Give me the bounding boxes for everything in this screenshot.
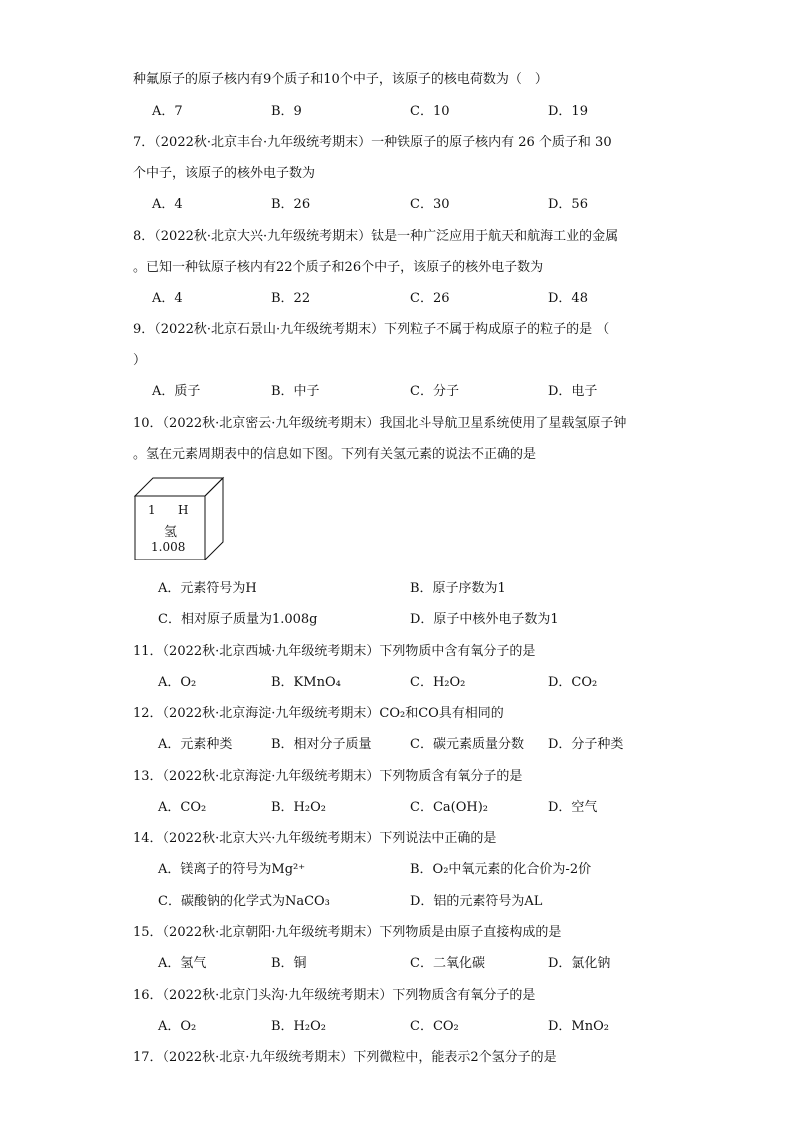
- element-symbol: H: [178, 503, 189, 517]
- q12-option-a: A．元素种类: [158, 737, 233, 752]
- q14-stem: 14．（2022秋·北京大兴·九年级统考期末）下列说法中正确的是: [133, 831, 497, 846]
- q9-option-d: D．电子: [548, 384, 598, 399]
- q11-option-d: D．CO₂: [548, 675, 598, 690]
- q14-option-b: B．O₂中氧元素的化合价为-2价: [410, 862, 592, 877]
- periodic-table-cell: [133, 476, 225, 560]
- q8-stem-line1: 8．（2022秋·北京大兴·九年级统考期末）钛是一种广泛应用于航天和航海工业的金属: [133, 229, 619, 244]
- q11-option-b: B．KMnO₄: [271, 675, 341, 690]
- q13-stem: 13．（2022秋·北京海淀·九年级统考期末）下列物质含有氧分子的是: [133, 769, 523, 784]
- q15-option-d: D．氯化钠: [548, 956, 611, 971]
- element-name: 氢: [164, 525, 178, 540]
- q11-stem: 11．（2022秋·北京西城·九年级统考期末）下列物质中含有氧分子的是: [133, 644, 536, 659]
- q14-option-c: C．碳酸钠的化学式为NaCO₃: [158, 894, 330, 909]
- q9-stem-line2: ）: [133, 353, 147, 368]
- q15-option-c: C．二氧化碳: [410, 956, 485, 971]
- q16-option-b: B．H₂O₂: [271, 1019, 326, 1034]
- q7-option-a: A．4: [152, 197, 183, 212]
- q15-stem: 15．（2022秋·北京朝阳·九年级统考期末）下列物质是由原子直接构成的是: [133, 925, 562, 940]
- q8-option-b: B．22: [271, 291, 311, 306]
- q14-option-a: A．镁离子的符号为Mg²⁺: [158, 862, 306, 877]
- atomic-number: 1: [148, 503, 156, 517]
- q11-option-c: C．H₂O₂: [410, 675, 466, 690]
- q15-option-a: A．氢气: [158, 956, 207, 971]
- q7-stem-line2: 个中子，该原子的核外电子数为: [133, 166, 316, 181]
- q7-option-c: C．30: [410, 197, 450, 212]
- q12-option-d: D．分子种类: [548, 737, 624, 752]
- q9-stem-line1: 9．（2022秋·北京石景山·九年级统考期末）下列粒子不属于构成原子的粒子的是 （: [133, 322, 610, 337]
- q11-option-a: A．O₂: [158, 675, 197, 690]
- q6-option-b: B．9: [271, 104, 302, 119]
- q15-option-b: B．铜: [271, 956, 307, 971]
- q9-option-c: C．分子: [410, 384, 459, 399]
- q10-option-c: C．相对原子质量为1.008g: [158, 612, 318, 627]
- q7-stem-line1: 7．（2022秋·北京丰台·九年级统考期末）一种铁原子的原子核内有 26 个质子和 30: [133, 135, 612, 150]
- q13-option-d: D．空气: [548, 800, 598, 815]
- q10-option-b: B．原子序数为1: [410, 581, 506, 596]
- q17-stem: 17．（2022秋·北京·九年级统考期末）下列微粒中，能表示2个氢分子的是: [133, 1050, 557, 1065]
- q8-stem-line2: 。已知一种钛原子核内有22个质子和26个中子，该原子的核外电子数为: [133, 260, 544, 275]
- q12-option-c: C．碳元素质量分数: [410, 737, 524, 752]
- q13-option-b: B．H₂O₂: [271, 800, 326, 815]
- q13-option-a: A．CO₂: [158, 800, 207, 815]
- q10-stem-line1: 10．（2022秋·北京密云·九年级统考期末）我国北斗导航卫星系统使用了星载氢原子钟: [133, 416, 627, 431]
- q14-option-d: D．铝的元素符号为AL: [410, 894, 543, 909]
- q12-stem: 12．（2022秋·北京海淀·九年级统考期末）CO₂和CO具有相同的: [133, 706, 504, 721]
- q16-option-d: D．MnO₂: [548, 1019, 609, 1034]
- q13-option-c: C．Ca(OH)₂: [410, 800, 488, 815]
- q12-option-b: B．相对分子质量: [271, 737, 372, 752]
- q10-option-a: A．元素符号为H: [158, 581, 257, 596]
- q7-option-b: B．26: [271, 197, 311, 212]
- q6-option-c: C．10: [410, 104, 450, 119]
- q9-option-a: A．质子: [152, 384, 201, 399]
- atomic-mass: 1.008: [151, 540, 186, 554]
- q8-option-c: C．26: [410, 291, 450, 306]
- q8-option-d: D．48: [548, 291, 588, 306]
- q10-option-d: D．原子中核外电子数为1: [410, 612, 559, 627]
- q6-option-a: A．7: [152, 104, 183, 119]
- q16-stem: 16．（2022秋·北京门头沟·九年级统考期末）下列物质含有氧分子的是: [133, 988, 536, 1003]
- q9-option-b: B．中子: [271, 384, 320, 399]
- q6-option-d: D．19: [548, 104, 588, 119]
- q16-option-a: A．O₂: [158, 1019, 197, 1034]
- q6-stem: 种氟原子的原子核内有9个质子和10个中子，该原子的核电荷数为（ ）: [133, 72, 548, 87]
- q7-option-d: D．56: [548, 197, 588, 212]
- q16-option-c: C．CO₂: [410, 1019, 459, 1034]
- q10-stem-line2: 。氢在元素周期表中的信息如下图。下列有关氢元素的说法不正确的是: [133, 447, 537, 462]
- q8-option-a: A．4: [152, 291, 183, 306]
